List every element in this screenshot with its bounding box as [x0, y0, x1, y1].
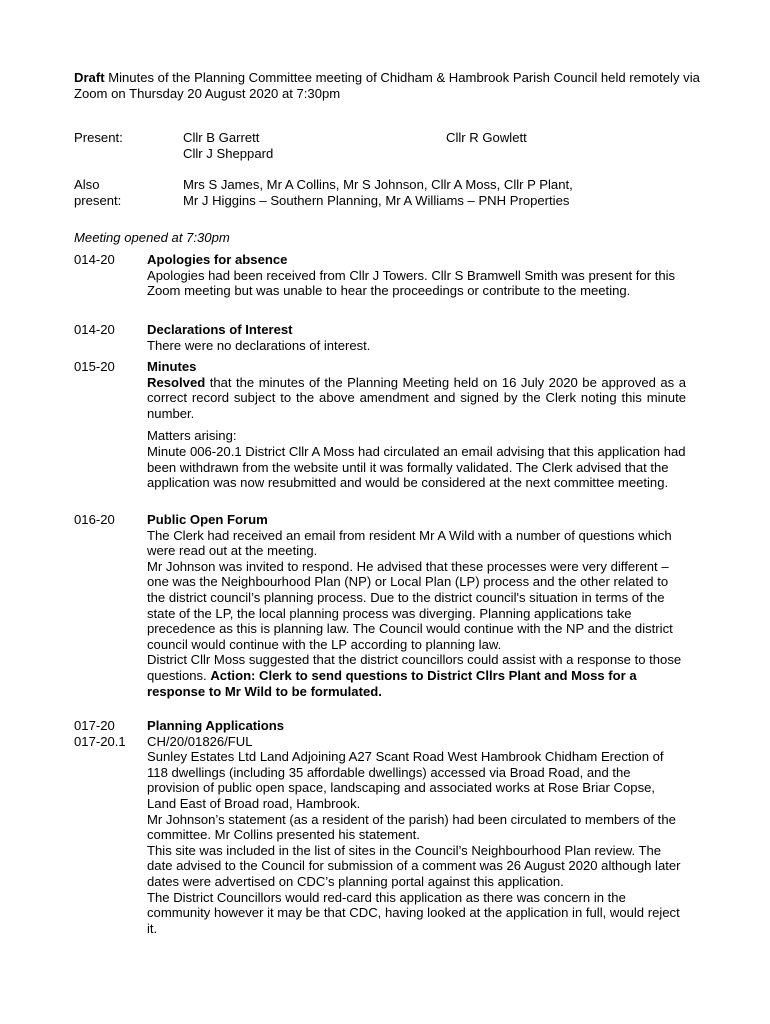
application-reference: CH/20/01826/FUL — [147, 733, 253, 749]
resolution-text — [147, 375, 686, 422]
document-title — [74, 70, 714, 101]
item-text: Mr Johnson’s statement (as a resident of the parish) had been circulated to members of the committee. Mr Collins presented his statement. — [147, 811, 676, 843]
title-text: Minutes of the Planning Committee meeting of Chidham & Hambrook Parish Council held remotely via Zoom on Thursday 20 August 2020 at 7:30pm — [74, 70, 700, 101]
item-text: Mr Johnson was invited to respond. He advised that these processes were very different – one was the Neighbourhood Plan (NP) or Local Plan (LP) process and the other related to the district council’s planning process. Due to the district council's situation in terms of the state of the LP, the local planning process was diverging. Planning applications take precedence as this is planning law. The Council would continue with the NP and the district council would continue with the LP according to planning law. — [147, 558, 673, 652]
meeting-opened-note: Meeting opened at 7:30pm — [74, 230, 230, 245]
action-text: Action: Clerk to send questions to District Cllrs Plant and Moss for a response to Mr Wild to be formulated. — [147, 667, 637, 699]
minute-number: 015-20 — [74, 359, 115, 374]
minute-number: 014-20 — [74, 252, 115, 267]
item-text: Apologies had been received from Cllr J Towers. Cllr S Bramwell Smith was present for this Zoom meeting but was unable to hear the proceedings or contribute to the meeting. — [147, 267, 676, 299]
item-heading: Declarations of Interest — [147, 322, 293, 337]
also-present-label: Also present: — [74, 177, 122, 208]
item-text: There were no declarations of interest. — [147, 337, 371, 353]
item-text — [147, 652, 686, 699]
item-heading: Apologies for absence — [147, 252, 288, 267]
minute-number: 014-20 — [74, 322, 115, 337]
resolution-body: that the minutes of the Planning Meeting held on 16 July 2020 be approved as a correct record subject to the above amendment and signed by the Clerk noting this minute number. — [147, 374, 686, 421]
present-column-1 — [183, 130, 433, 161]
item-text: This site was included in the list of sites in the Council’s Neighbourhood Plan review. The date advised to the Council for submission of a comment was 26 August 2020 although later dates were advertised on CDC’s planning portal against this application. — [147, 842, 681, 889]
matters-arising-label: Matters arising: — [147, 428, 237, 444]
resolved-label: Resolved — [147, 374, 206, 390]
present-name: Cllr R Gowlett — [446, 130, 527, 145]
present-name: Cllr J Sheppard — [183, 145, 274, 161]
minute-subnumber: 017-20.1 — [74, 733, 126, 749]
item-heading: Minutes — [147, 359, 197, 374]
matters-arising-text: Minute 006-20.1 District Cllr A Moss had circulated an email advising that this application had been withdrawn from the website until it was formally validated. The Clerk advised that the application was now resubmitted and would be considered at the next committee meeting. — [147, 443, 686, 491]
present-column-2 — [446, 130, 646, 146]
also-present-list — [183, 177, 683, 208]
present-name: Cllr B Garrett — [183, 130, 260, 145]
item-text: The District Councillors would red-card this application as there was concern in the community however it may be that CDC, having looked at the application in full, would reject it. — [147, 889, 680, 936]
item-heading: Planning Applications — [147, 718, 285, 733]
draft-label: Draft — [74, 70, 105, 85]
item-text: Sunley Estates Ltd Land Adjoining A27 Scant Road West Hambrook Chidham Erection of 118 dwellings (including 35 affordable dwellings) accessed via Broad Road, and the provision of public open space, landscaping and associated works at Rose Briar Copse, Land East of Broad road, Hambrook. — [147, 749, 664, 811]
present-label: Present: — [74, 130, 123, 145]
minute-number: 017-20 — [74, 718, 115, 733]
item-text: The Clerk had received an email from resident Mr A Wild with a number of questions which were read out at the meeting. — [147, 527, 672, 559]
item-text-part: District Cllr Moss suggested that the district councillors could assist with a response to those questions. — [147, 652, 682, 683]
also-present-line: Mr J Higgins – Southern Planning, Mr A Williams – PNH Properties — [183, 192, 570, 208]
also-present-line: Mrs S James, Mr A Collins, Mr S Johnson, Cllr A Moss, Cllr P Plant, — [183, 177, 573, 192]
minute-number: 016-20 — [74, 512, 115, 527]
item-heading: Public Open Forum — [147, 512, 268, 527]
